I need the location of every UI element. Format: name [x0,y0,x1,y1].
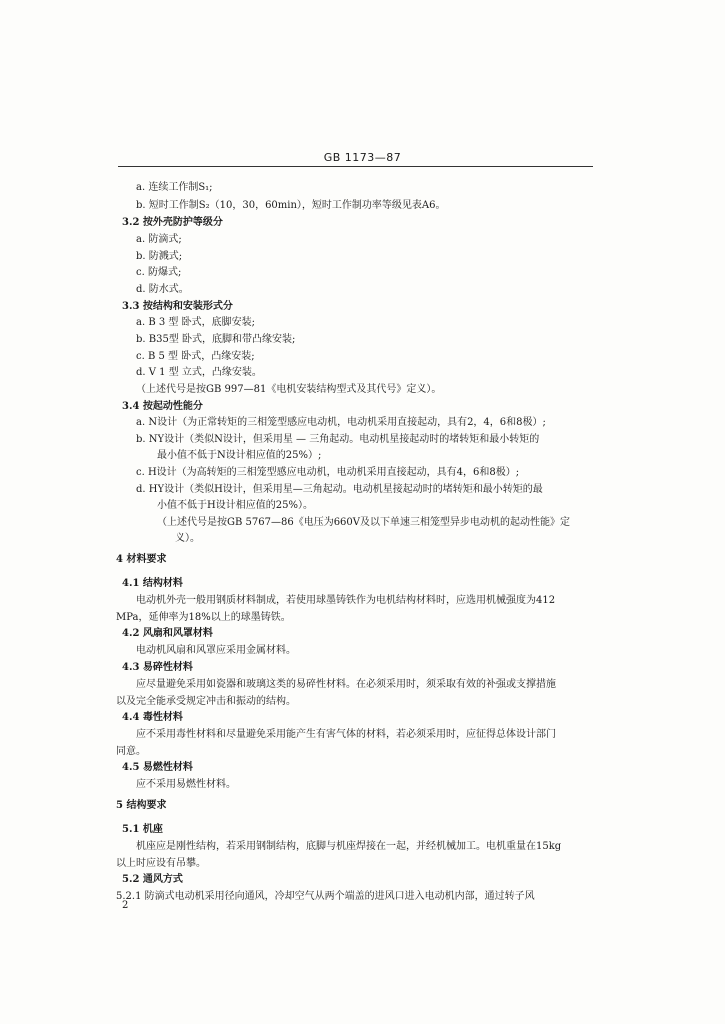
text-line: 小值不低于H设计相应值的25%）。 [157,500,313,511]
text-line: c. H设计（为高转矩的三相笼型感应电动机，电动机采用直接起动，具有4，6和8极）; [136,467,520,478]
section-heading: 4.2 风扇和风罩材料 [122,628,213,639]
text-line: a. N设计（为正常转矩的三相笼型感应电动机，电动机采用直接起动，具有2，4，6和8极）; [136,417,546,428]
section-heading: 4.5 易燃性材料 [122,762,193,773]
text-line: c. 防爆式; [136,267,182,278]
text-line: a. B 3 型 卧式，底脚安装; [136,317,255,328]
section-heading: 5.1 机座 [122,824,163,835]
text-line: 以上时应设有吊攀。 [116,858,206,869]
text-line: 电动机风扇和风罩应采用金属材料。 [136,645,296,656]
section-heading: 4 材料要求 [116,554,167,565]
text-line: b. 防溅式; [136,251,183,262]
text-line: （上述代号是按GB 5767—86《电压为660V及以下单速三相笼型异步电动机的起动性能》定 [157,517,570,528]
section-heading: 4.3 易碎性材料 [122,662,193,673]
page-number: 2 [122,900,129,911]
text-line: b. NY设计（类似N设计，但采用星 — 三角起动。电动机星接起动时的堵转矩和最小转矩的 [136,434,540,445]
text-line: MPa，延伸率为18%以上的球墨铸铁。 [116,612,291,623]
section-heading: 3.4 按起动性能分 [122,401,203,412]
page-header: GB 1173—87 [323,151,402,164]
text-line: 以及完全能承受规定冲击和振动的结构。 [116,696,296,707]
section-heading: 4.4 毒性材料 [122,712,183,723]
text-line: d. 防水式。 [136,284,189,295]
section-heading: 3.2 按外壳防护等级分 [122,217,223,228]
text-line: 应尽量避免采用如瓷器和玻璃这类的易碎性材料。在必须采用时，须采取有效的补强或支撑措施 [136,679,556,690]
text-line: 义）。 [175,533,200,544]
text-line: （上述代号是按GB 997—81《电机安装结构型式及其代号》定义）。 [136,384,442,395]
text-line: 机座应是刚性结构，若采用钢制结构，底脚与机座焊接在一起，并经机械加工。电机重量在15kg [136,841,562,852]
section-heading: 5 结构要求 [116,800,167,811]
text-line: 应不采用毒性材料和尽量避免采用能产生有害气体的材料，若必须采用时，应征得总体设计部门 [136,729,556,740]
section-heading: 3.3 按结构和安装形式分 [122,301,233,312]
section-heading: 4.1 结构材料 [122,578,183,589]
text-line: 同意。 [116,746,146,757]
section-heading: 5.2 通风方式 [122,874,183,885]
text-line: a. 连续工作制S₁; [136,182,213,193]
text-line: c. B 5 型 卧式，凸缘安装; [136,351,255,362]
text-line: 电动机外壳一般用钢质材料制成，若使用球墨铸铁作为电机结构材料时，应选用机械强度为412 [136,595,556,606]
text-line: d. HY设计（类似H设计，但采用星—三角起动。电动机星接起动时的堵转矩和最小转矩的最 [136,484,543,495]
text-line: d. V 1 型 立式，凸缘安装。 [136,367,262,378]
text-line: a. 防滴式; [136,234,182,245]
text-line: 5.2.1 防滴式电动机采用径向通风，冷却空气从两个端盖的进风口进入电动机内部，通过转子风 [116,891,535,902]
text-line: b. B35型 卧式，底脚和带凸缘安装; [136,334,296,345]
text-line: 最小值不低于N设计相应值的25%）; [157,450,322,461]
text-line: b. 短时工作制S₂（10，30，60min），短时工作制功率等级见表A6。 [136,200,446,211]
header-rule [118,166,593,167]
text-line: 应不采用易燃性材料。 [136,779,236,790]
